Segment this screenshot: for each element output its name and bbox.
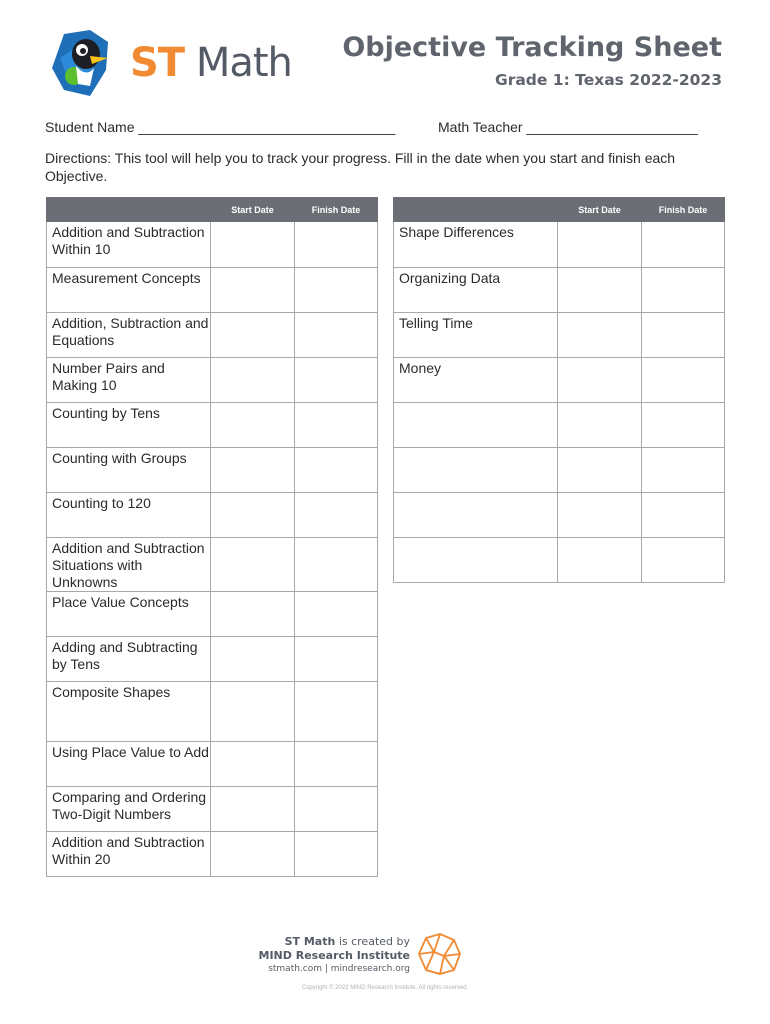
right-finish-date-cell[interactable] xyxy=(642,358,725,403)
right-finish-date-cell[interactable] xyxy=(642,222,725,268)
right-objective-row xyxy=(394,268,725,313)
left-start-date-cell[interactable] xyxy=(211,313,295,358)
left-objective-row xyxy=(47,742,378,787)
footer-created-text: is created by xyxy=(335,935,410,948)
left-table-header xyxy=(47,198,378,222)
left-start-date-cell[interactable] xyxy=(211,682,295,742)
right-start-date-cell[interactable] xyxy=(558,493,642,538)
left-start-date-cell[interactable] xyxy=(211,268,295,313)
right-objective-name: Money xyxy=(394,358,558,403)
right-objective-name: Organizing Data xyxy=(394,268,558,313)
right-finish-date-cell[interactable] xyxy=(642,268,725,313)
left-start-date-cell[interactable] xyxy=(211,742,295,787)
left-finish-date-cell[interactable] xyxy=(295,493,378,538)
left-start-date-cell[interactable] xyxy=(211,358,295,403)
right-start-date-header: Start Date xyxy=(558,198,642,222)
left-objective-name: Number Pairs and Making 10 xyxy=(47,358,211,403)
left-start-date-cell[interactable] xyxy=(211,538,295,592)
left-objective-row xyxy=(47,448,378,493)
left-objective-name: Counting by Tens xyxy=(47,403,211,448)
left-objective-name: Counting to 120 xyxy=(47,493,211,538)
left-start-date-cell[interactable] xyxy=(211,787,295,832)
footer-created-by xyxy=(285,935,410,948)
left-objective-header xyxy=(47,198,211,222)
logo-wordmark: ST Math xyxy=(130,40,292,86)
left-finish-date-cell[interactable] xyxy=(295,222,378,268)
left-objective-name: Addition and Subtraction Within 20 xyxy=(47,832,211,877)
left-start-date-cell[interactable] xyxy=(211,832,295,877)
st-math-logo xyxy=(50,28,300,100)
left-start-date-cell[interactable] xyxy=(211,592,295,637)
left-finish-date-cell[interactable] xyxy=(295,787,378,832)
right-start-date-cell[interactable] xyxy=(558,448,642,493)
left-finish-date-cell[interactable] xyxy=(295,403,378,448)
left-finish-date-cell[interactable] xyxy=(295,592,378,637)
left-finish-date-cell[interactable] xyxy=(295,637,378,682)
left-objective-row xyxy=(47,403,378,448)
left-finish-date-cell[interactable] xyxy=(295,448,378,493)
copyright-notice: Copyright © 2022 MIND Research Institute. All rights reserved. xyxy=(301,985,469,991)
left-finish-date-cell[interactable] xyxy=(295,313,378,358)
footer-links[interactable]: stmath.com | mindresearch.org xyxy=(268,964,410,974)
right-start-date-cell[interactable] xyxy=(558,313,642,358)
right-finish-date-cell[interactable] xyxy=(642,313,725,358)
right-finish-date-cell[interactable] xyxy=(642,448,725,493)
left-objective-row xyxy=(47,592,378,637)
student-name-field[interactable] xyxy=(45,119,395,135)
page-title: Objective Tracking Sheet xyxy=(342,32,722,63)
right-objective-row xyxy=(394,403,725,448)
right-objective-name xyxy=(394,493,558,538)
left-start-date-cell[interactable] xyxy=(211,403,295,448)
left-objective-row xyxy=(47,682,378,742)
right-objective-row xyxy=(394,493,725,538)
right-start-date-cell[interactable] xyxy=(558,268,642,313)
right-objective-name xyxy=(394,448,558,493)
left-objective-name: Addition and Subtraction Situations with Unknowns xyxy=(47,538,211,592)
left-finish-date-cell[interactable] xyxy=(295,682,378,742)
left-objective-row xyxy=(47,787,378,832)
right-objective-header xyxy=(394,198,558,222)
left-start-date-header: Start Date xyxy=(211,198,295,222)
right-table-header xyxy=(394,198,725,222)
left-objective-name: Adding and Subtracting by Tens xyxy=(47,637,211,682)
left-objective-name: Counting with Groups xyxy=(47,448,211,493)
right-objectives-table xyxy=(393,197,725,583)
left-finish-date-header: Finish Date xyxy=(295,198,378,222)
right-objective-row xyxy=(394,448,725,493)
student-name-label: Student Name xyxy=(45,119,135,135)
left-objective-row xyxy=(47,493,378,538)
right-objective-row xyxy=(394,222,725,268)
right-objective-name xyxy=(394,538,558,583)
left-objective-name: Addition and Subtraction Within 10 xyxy=(47,222,211,268)
left-finish-date-cell[interactable] xyxy=(295,538,378,592)
right-start-date-cell[interactable] xyxy=(558,403,642,448)
left-start-date-cell[interactable] xyxy=(211,448,295,493)
left-objective-name: Measurement Concepts xyxy=(47,268,211,313)
left-objective-row xyxy=(47,268,378,313)
left-objective-row xyxy=(47,313,378,358)
student-name-blank[interactable]: _________________________________ xyxy=(138,119,396,135)
footer-org-name: MIND Research Institute xyxy=(258,949,410,962)
left-start-date-cell[interactable] xyxy=(211,222,295,268)
math-teacher-label: Math Teacher xyxy=(438,119,523,135)
left-objective-name: Using Place Value to Add xyxy=(47,742,211,787)
right-finish-date-cell[interactable] xyxy=(642,538,725,583)
right-objective-row xyxy=(394,538,725,583)
left-finish-date-cell[interactable] xyxy=(295,832,378,877)
left-objective-row xyxy=(47,358,378,403)
left-finish-date-cell[interactable] xyxy=(295,358,378,403)
left-objective-name: Comparing and Ordering Two-Digit Numbers xyxy=(47,787,211,832)
left-finish-date-cell[interactable] xyxy=(295,742,378,787)
right-objective-row xyxy=(394,313,725,358)
right-objective-name: Telling Time xyxy=(394,313,558,358)
left-objective-row xyxy=(47,222,378,268)
left-objective-name: Composite Shapes xyxy=(47,682,211,742)
math-teacher-field[interactable] xyxy=(438,119,698,135)
left-objectives-table xyxy=(46,197,378,877)
right-start-date-cell[interactable] xyxy=(558,358,642,403)
mind-brain-icon xyxy=(416,932,462,976)
right-start-date-cell[interactable] xyxy=(558,222,642,268)
left-objective-name: Place Value Concepts xyxy=(47,592,211,637)
left-objective-name: Addition, Subtraction and Equations xyxy=(47,313,211,358)
math-teacher-blank[interactable]: ______________________ xyxy=(526,119,698,135)
right-objective-row xyxy=(394,358,725,403)
left-start-date-cell[interactable] xyxy=(211,493,295,538)
right-finish-date-header: Finish Date xyxy=(642,198,725,222)
right-objective-name xyxy=(394,403,558,448)
left-objective-row xyxy=(47,832,378,877)
jiji-penguin-icon xyxy=(50,28,130,100)
left-start-date-cell[interactable] xyxy=(211,637,295,682)
right-objective-name: Shape Differences xyxy=(394,222,558,268)
left-finish-date-cell[interactable] xyxy=(295,268,378,313)
footer-brand: ST Math xyxy=(284,935,336,948)
page-subtitle: Grade 1: Texas 2022-2023 xyxy=(494,71,722,89)
left-objective-row xyxy=(47,637,378,682)
right-finish-date-cell[interactable] xyxy=(642,493,725,538)
left-objective-row xyxy=(47,538,378,592)
right-finish-date-cell[interactable] xyxy=(642,403,725,448)
right-start-date-cell[interactable] xyxy=(558,538,642,583)
directions-text: Directions: This tool will help you to track your progress. Fill in the date when you start and finish each Objective. xyxy=(45,150,676,184)
